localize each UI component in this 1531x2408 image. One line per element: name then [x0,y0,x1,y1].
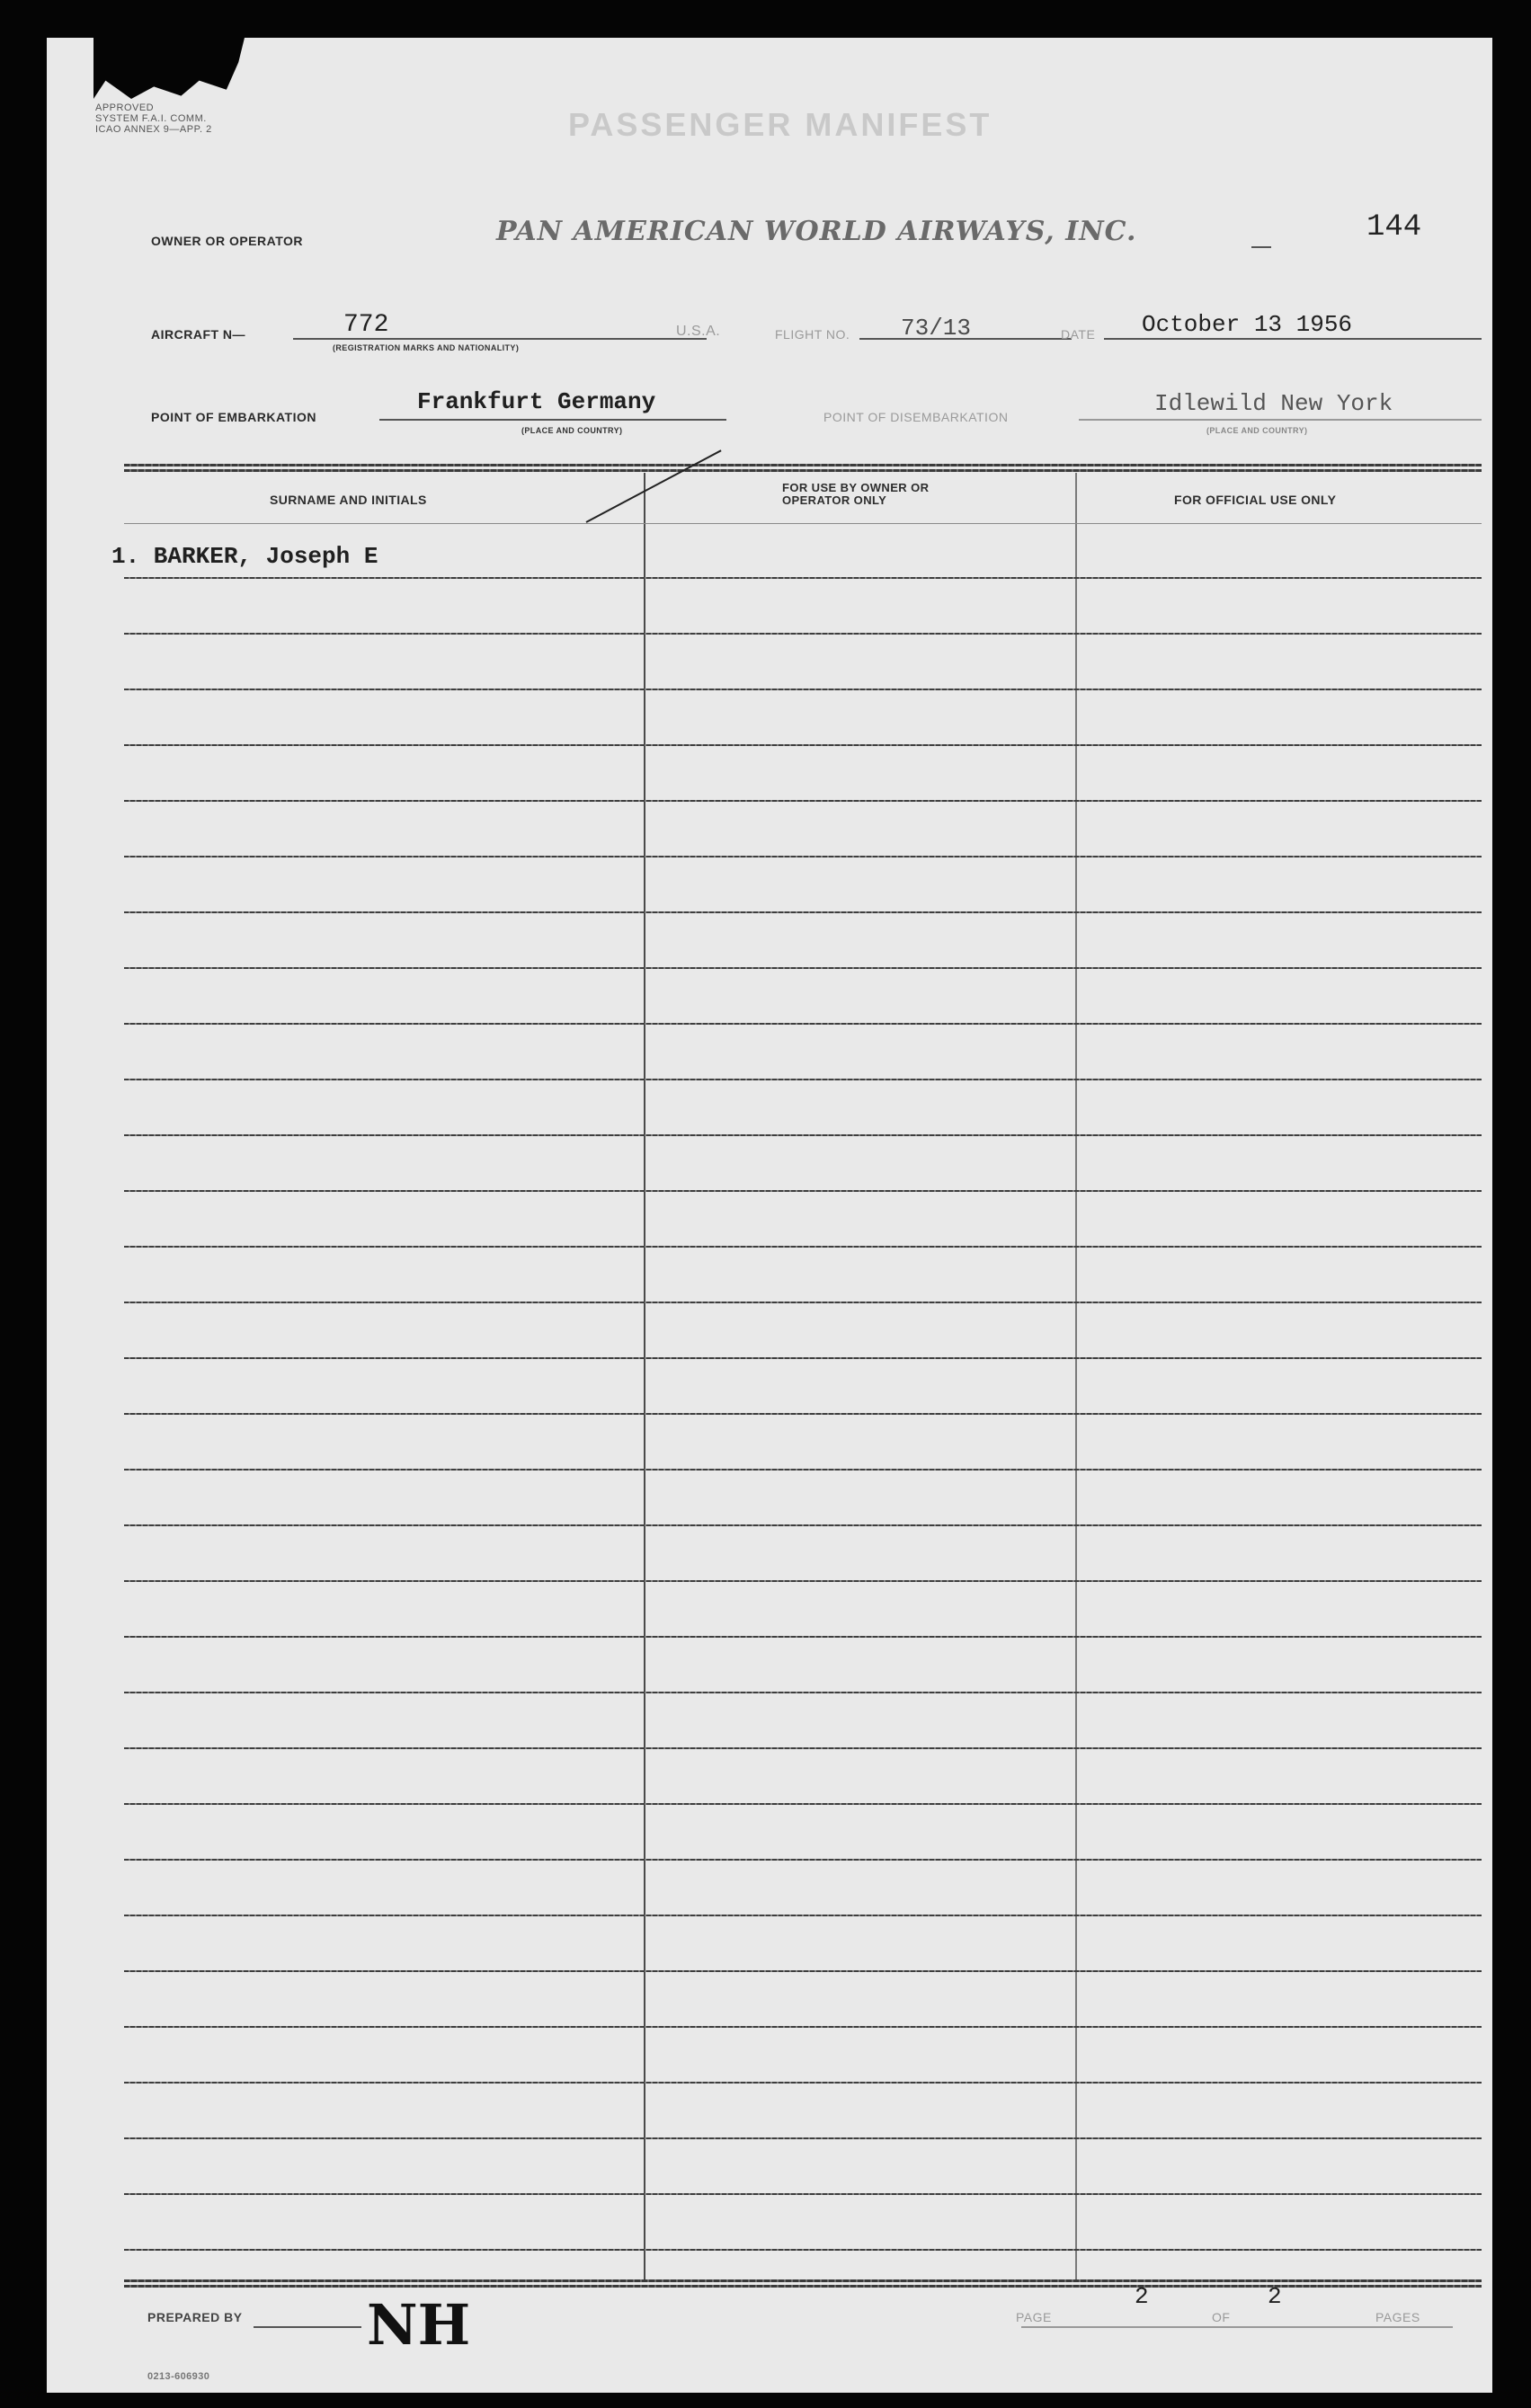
owner-underline [1251,246,1271,248]
date-value: October 13 1956 [1142,311,1353,338]
header-row-rule [124,523,1482,524]
row-rule [124,911,1482,913]
page-underline [1021,2326,1453,2328]
row-rule [124,1524,1482,1526]
approval-line-3: ICAO ANNEX 9—APP. 2 [95,124,212,135]
row-rule [124,2082,1482,2084]
table-bottom-rule [124,2279,1482,2282]
page-label: PAGE [1016,2310,1052,2324]
row-rule [124,2249,1482,2251]
prepared-label: PREPARED BY [147,2310,243,2324]
row-rule [124,744,1482,746]
row-rule [124,1469,1482,1471]
row-rule [124,967,1482,969]
table-top-rule [124,464,1482,466]
column-header-surname: SURNAME AND INITIALS [270,493,427,507]
disembarkation-underline [1079,419,1482,421]
date-label: DATE [1061,327,1096,342]
row-rule [124,1747,1482,1749]
approval-note [95,102,212,135]
disembarkation-value: Idlewild New York [1154,390,1393,417]
row-rule [124,1134,1482,1136]
column-header-operator: FOR USE BY OWNER OR OPERATOR ONLY [782,481,930,507]
row-rule [124,1246,1482,1248]
manifest-sheet [47,38,1492,2393]
embarkation-underline [379,419,726,421]
date-underline [1104,338,1482,340]
flight-underline [859,338,1072,340]
disembarkation-label: POINT OF DISEMBARKATION [823,410,1009,424]
embarkation-label: POINT OF EMBARKATION [151,410,316,424]
form-title: PASSENGER MANIFEST [568,106,992,143]
row-rule [124,633,1482,635]
row-rule [124,1302,1482,1303]
row-rule [124,1859,1482,1861]
row-rule [124,2026,1482,2028]
aircraft-value: 772 [343,311,389,339]
row-rule [124,1190,1482,1192]
row-rule [124,1413,1482,1415]
pages-label: PAGES [1375,2310,1420,2324]
row-rule [124,800,1482,802]
aircraft-label: AIRCRAFT N— [151,327,246,342]
passenger-row-1: 1. BARKER, Joseph E [111,543,378,570]
of-label: OF [1212,2310,1231,2324]
flight-label: FLIGHT NO. [775,327,850,342]
prepared-by-signature: NH [367,2292,471,2358]
owner-label: OWNER OR OPERATOR [151,234,303,248]
approval-line-1: APPROVED [95,102,155,113]
row-rule [124,1915,1482,1916]
aircraft-underline [293,338,707,340]
page-stamp: 144 [1366,210,1422,244]
disembarkation-caption: (PLACE AND COUNTRY) [1206,426,1308,435]
approval-line-2: SYSTEM F.A.I. COMM. [95,113,207,124]
row-rule [124,1023,1482,1025]
nationality: U.S.A. [676,324,721,339]
row-rule [124,1079,1482,1080]
row-rule [124,2193,1482,2195]
of-value: 2 [1268,2283,1282,2310]
flight-value: 73/13 [901,315,972,342]
page-value: 2 [1135,2283,1149,2310]
owner-value: PAN AMERICAN WORLD AIRWAYS, INC. [496,216,1137,247]
tick-mark [586,449,722,523]
embarkation-value: Frankfurt Germany [417,388,656,415]
row-rule [124,689,1482,690]
row-rule [124,2137,1482,2139]
column-header-official: FOR OFFICIAL USE ONLY [1174,493,1337,507]
row-rule [124,1692,1482,1693]
embarkation-caption: (PLACE AND COUNTRY) [521,426,623,435]
row-rule [124,1580,1482,1582]
row-rule [124,1357,1482,1359]
table-top-rule-2 [124,469,1482,472]
row-rule [124,1803,1482,1805]
aircraft-caption: (REGISTRATION MARKS AND NATIONALITY) [333,343,520,352]
prepared-underline [254,2326,361,2328]
row-rule [124,1636,1482,1638]
row-rule [124,577,1482,579]
row-rule [124,1970,1482,1972]
form-number: 0213-606930 [147,2371,210,2382]
row-rule [124,856,1482,857]
